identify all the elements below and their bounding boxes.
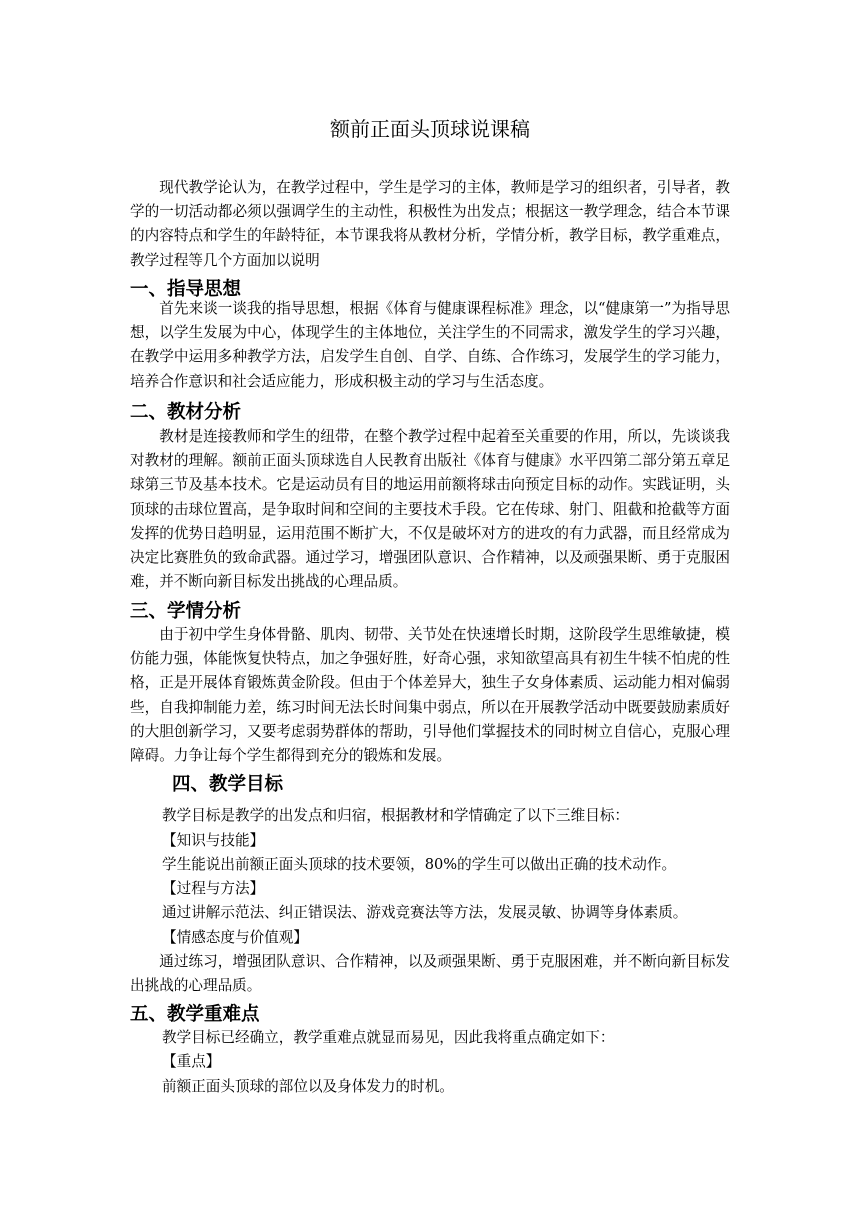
- intro-paragraph: 现代教学论认为，在教学过程中，学生是学习的主体，教师是学习的组织者，引导者，教学的一切活动都必须以强调学生的主动性，积极性为出发点；根据这一教学理念，结合本节课的内容特点和学生的年龄特征，本节课我将从教材分析，学情分析，教学目标，教学重难点，教学过程等几个方面加以说明: [130, 179, 730, 269]
- document-title: 额前正面头顶球说课稿: [330, 117, 530, 141]
- knowledge-skills-text: 学生能说出前额正面头顶球的技术要领，80%的学生可以做出正确的技术动作。: [162, 856, 677, 873]
- section-heading-guiding-ideology: 一、指导思想: [130, 279, 242, 300]
- emotion-values-text: 通过练习，增强团队意识、合作精神，以及顽强果断、勇于克服困难，并不断向新目标发出挑战的心理品质。: [130, 953, 730, 995]
- emotion-values-label: 【情感态度与价值观】: [162, 929, 308, 946]
- section-heading-key-difficult-points: 五、教学重难点: [130, 1004, 260, 1025]
- section-heading-textbook-analysis: 二、教材分析: [130, 402, 242, 423]
- key-points-intro: 教学目标已经确立，教学重难点就显而易见，因此我将重点确定如下：: [162, 1029, 615, 1046]
- guiding-ideology-paragraph: 首先来谈一谈我的指导思想，根据《体育与健康课程标准》理念，以“健康第一”为指导思想，以学生发展为中心，体现学生的主体地位，关注学生的不同需求，激发学生的学习兴趣，在教学中运用多种教学方法，启发学生自创、自学、自练、合作练习，发展学生的学习能力，培养合作意识和社会适应能力，形成积极主动的学习与生活态度。: [130, 300, 730, 390]
- key-point-text: 前额正面头顶球的部位以及身体发力的时机。: [162, 1078, 454, 1095]
- student-analysis-paragraph: 由于初中学生身体骨骼、肌肉、韧带、关节处在快速增长时期，这阶段学生思维敏捷，模仿能力强，体能恢复快特点，加之争强好胜，好奇心强，求知欲望高具有初生牛犊不怕虎的性格，正是开展体育锻炼黄金阶段。但由于个体差异大，独生子女身体素质、运动能力相对偏弱些，自我抑制能力差，练习时间无法长时间集中弱点，所以在开展教学活动中既要鼓励素质好的大胆创新学习，又要考虑弱势群体的帮助，引导他们掌握技术的同时树立自信心，克服心理障碍。力争让每个学生都得到充分的锻炼和发展。: [130, 626, 730, 765]
- section-heading-teaching-objectives: 四、教学目标: [172, 774, 284, 795]
- objectives-intro: 教学目标是教学的出发点和归宿，根据教材和学情确定了以下三维目标：: [162, 807, 630, 824]
- process-methods-text: 通过讲解示范法、纠正错误法、游戏竞赛法等方法，发展灵敏、协调等身体素质。: [162, 904, 688, 921]
- textbook-analysis-paragraph: 教材是连接教师和学生的纽带，在整个教学过程中起着至关重要的作用，所以，先谈谈我对教材的理解。额前正面头顶球选自人民教育出版社《体育与健康》水平四第二部分第五章足球第三节及基本技术。它是运动员有目的地运用前额将球击向预定目标的动作。实践证明，头顶球的击球位置高，是争取时间和空间的主要技术手段。它在传球、射门、阻截和抢截等方面发挥的优势日趋明显，运用范围不断扩大，不仅是破坏对方的进攻的有力武器，而且经常成为决定比赛胜负的致命武器。通过学习，增强团队意识、合作精神，以及顽强果断、勇于克服困难，并不断向新目标发出挑战的心理品质。: [130, 428, 730, 591]
- knowledge-skills-label: 【知识与技能】: [162, 832, 265, 849]
- section-heading-student-analysis: 三、学情分析: [130, 601, 242, 622]
- process-methods-label: 【过程与方法】: [162, 880, 265, 897]
- key-point-label: 【重点】: [162, 1053, 221, 1070]
